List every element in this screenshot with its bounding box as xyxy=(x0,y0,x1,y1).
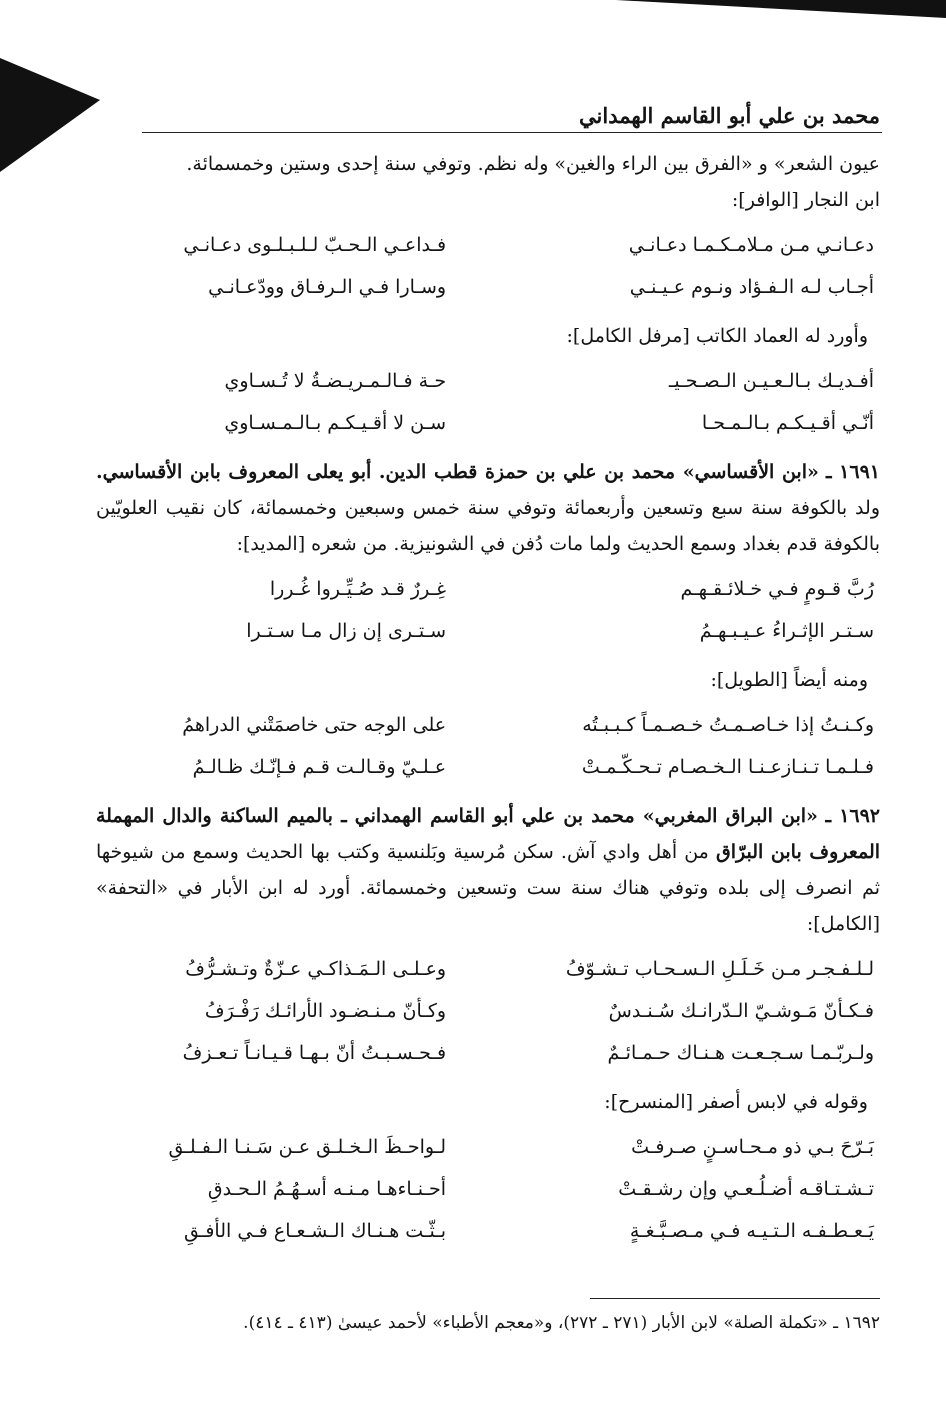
verse-line xyxy=(96,1210,880,1252)
entry-heading: «ابن البراق المغربي» محمد بن علي أبو القاسم الهمداني ـ بالميم الساكنة والدال المهملة المعروف بابن البرّاق xyxy=(96,805,881,863)
verse-hemistich-second: سـتـرى إن زال مـا سـتـرا xyxy=(246,620,447,642)
verse-hemistich-second: عـلـيّ وقـالـت قـم فـإنّـك ظـالـمُ xyxy=(192,756,447,778)
poem-block xyxy=(96,704,880,788)
paragraph: ومنه أيضاً [الطويل]: xyxy=(710,669,868,691)
verse-hemistich-second: لـواحـظَ الـخـلـق عـن سَـنـا الـفـلـقِ xyxy=(168,1136,447,1158)
poem-block xyxy=(96,1126,880,1252)
verse-hemistich-second: على الوجه حتى خاصمَتْني الدراهمُ xyxy=(182,714,447,736)
paragraph: ابن النجار [الوافر]: xyxy=(731,189,880,211)
verse-line xyxy=(96,990,880,1032)
entry-text: من أهل وادي آش. سكن مُرسية وبَلنسية وكتب بها الحديث وسمع من شيوخها ثم انصرف إلى بلده وتوفي هناك سنة ست وتسعين وخمسمائة. أورد له ابن الأبار في «التحفة» [الكامل]: xyxy=(96,841,880,935)
verse-hemistich-first: رُبَّ قـومٍ فـي خـلائـقـهـم xyxy=(680,578,874,600)
verse-hemistich-second: حـة فـالـمـريـضـةُ لا تُـسـاوي xyxy=(224,370,447,392)
poem-block xyxy=(96,360,880,444)
entry-heading: «ابن الأقساسي» محمد بن علي بن حمزة قطب الدين. أبو يعلى المعروف بابن الأقساسي. xyxy=(96,461,819,483)
verse-hemistich-first: فـلـمـا تـنـازعـنـا الـخـصـام تـحـكّـمـتْ xyxy=(581,756,874,778)
verse-hemistich-second: وعـلـى الـمَـذاكـي عـزّةٌ وتـشـرُّفُ xyxy=(185,958,447,980)
footnote: ١٦٩٢ ـ «تكملة الصلة» لابن الأبار (٢٧١ ـ ٢٧٢)، و«معجم الأطباء» لأحمد عيسىٰ (٤١٣ ـ ٤١٤). xyxy=(243,1313,880,1333)
poem-block xyxy=(96,568,880,652)
verse-hemistich-second: بـثّـت هـنـاك الـشـعـاع فـي الأفـقِ xyxy=(183,1220,447,1242)
verse-line xyxy=(96,402,880,444)
header-rule xyxy=(142,132,882,133)
verse-hemistich-second: وكـأنّ مـنـضـود الأرائـك رَفْـرَفُ xyxy=(204,1000,447,1022)
entry-text: ولد بالكوفة سنة سبع وتسعين وأربعمائة وتوفي سنة خمس وسبعين وخمسمائة، كان نقيب العلويّين بالكوفة قدم بغداد وسمع الحديث ولما مات دُفن في الشونيزية. من شعره [المديد]: xyxy=(96,497,880,555)
verse-hemistich-second: غِـررٌ قـد صُـيِّـروا غُـررا xyxy=(269,578,447,600)
verse-line xyxy=(96,266,880,308)
entry-1691 xyxy=(96,454,880,562)
verse-hemistich-second: وسـارا فـي الـرفـاق وودّعـانـي xyxy=(208,276,447,298)
footnote-rule xyxy=(590,1298,880,1299)
verse-hemistich-first: أجـاب لـه الـفـؤاد ونـوم عـيـنـي xyxy=(629,276,874,298)
verse-hemistich-first: سـتـر الإثـراءُ عـيـبـهـمُ xyxy=(699,620,874,642)
poem-block xyxy=(96,224,880,308)
paragraph: وقوله في لابس أصفر [المنسرح]: xyxy=(604,1091,868,1113)
running-header: محمد بن علي أبو القاسم الهمداني xyxy=(579,103,880,128)
verse-line xyxy=(96,1032,880,1074)
scan-edge-shadow-top xyxy=(616,0,946,18)
paragraph: عيون الشعر» و «الفرق بين الراء والغين» وله نظم. وتوفي سنة إحدى وستين وخمسمائة. xyxy=(186,153,880,175)
verse-hemistich-second: فـداعـي الـحـبّ لـلـبـلـوى دعـانـي xyxy=(183,234,447,256)
verse-hemistich-first: لـلـفـجـر مـن خَـلَـلِ الـسـحـاب تـشـوّفُ xyxy=(565,958,874,980)
verse-line xyxy=(96,610,880,652)
verse-hemistich-second: فـحـسـبـتُ أنّ بـهـا قـيـانـاً تـعـزفُ xyxy=(182,1042,447,1064)
verse-line xyxy=(96,360,880,402)
poem-block xyxy=(96,948,880,1074)
verse-line xyxy=(96,1126,880,1168)
verse-hemistich-first: يَـعـطـفـه الـتـيـه فـي مـصـبَّـغـةٍ xyxy=(629,1220,874,1242)
verse-hemistich-first: أنّـي أقـيـكـم بـالـمـحـا xyxy=(701,412,874,434)
scan-edge-shadow-left xyxy=(0,58,100,172)
verse-hemistich-first: ولـربّـمـا سـجـعـت هـنـاك حـمـائـمٌ xyxy=(607,1042,874,1064)
verse-hemistich-second: سـن لا أقـيـكـم بـالـمـسـاوي xyxy=(224,412,447,434)
verse-line xyxy=(96,1168,880,1210)
paragraph: وأورد له العماد الكاتب [مرفل الكامل]: xyxy=(566,325,868,347)
verse-hemistich-first: دعـانـي مـن مـلامـكـمـا دعـانـي xyxy=(628,234,874,256)
entry-number: ١٦٩١ ـ xyxy=(825,461,880,483)
verse-line xyxy=(96,948,880,990)
verse-hemistich-first: أفـديـك بـالـعـيـن الـصـحـيـ xyxy=(668,370,874,392)
verse-hemistich-first: فـكـأنّ مَـوشـيّ الـدّرانـك سُـنـدسٌ xyxy=(608,1000,874,1022)
entry-number: ١٦٩٢ ـ xyxy=(825,805,881,827)
verse-line xyxy=(96,224,880,266)
verse-line xyxy=(96,704,880,746)
verse-hemistich-first: تـشـتـاقـه أضـلُـعـي وإن رشـقـتْ xyxy=(618,1178,874,1200)
verse-hemistich-first: بَـرّحَ بـي ذو مـحـاسـنٍ صـرفـتْ xyxy=(631,1136,874,1158)
verse-hemistich-first: وكـنـتُ إذا خـاصـمـتُ خـصـمـاً كـبـبـتُه xyxy=(582,714,874,736)
verse-line xyxy=(96,568,880,610)
verse-line xyxy=(96,746,880,788)
entry-1692 xyxy=(96,798,880,942)
page-body xyxy=(96,146,880,1262)
verse-hemistich-second: أحـنـاءهـا مـنـه أسـهُـمُ الـحـدقِ xyxy=(207,1178,447,1200)
